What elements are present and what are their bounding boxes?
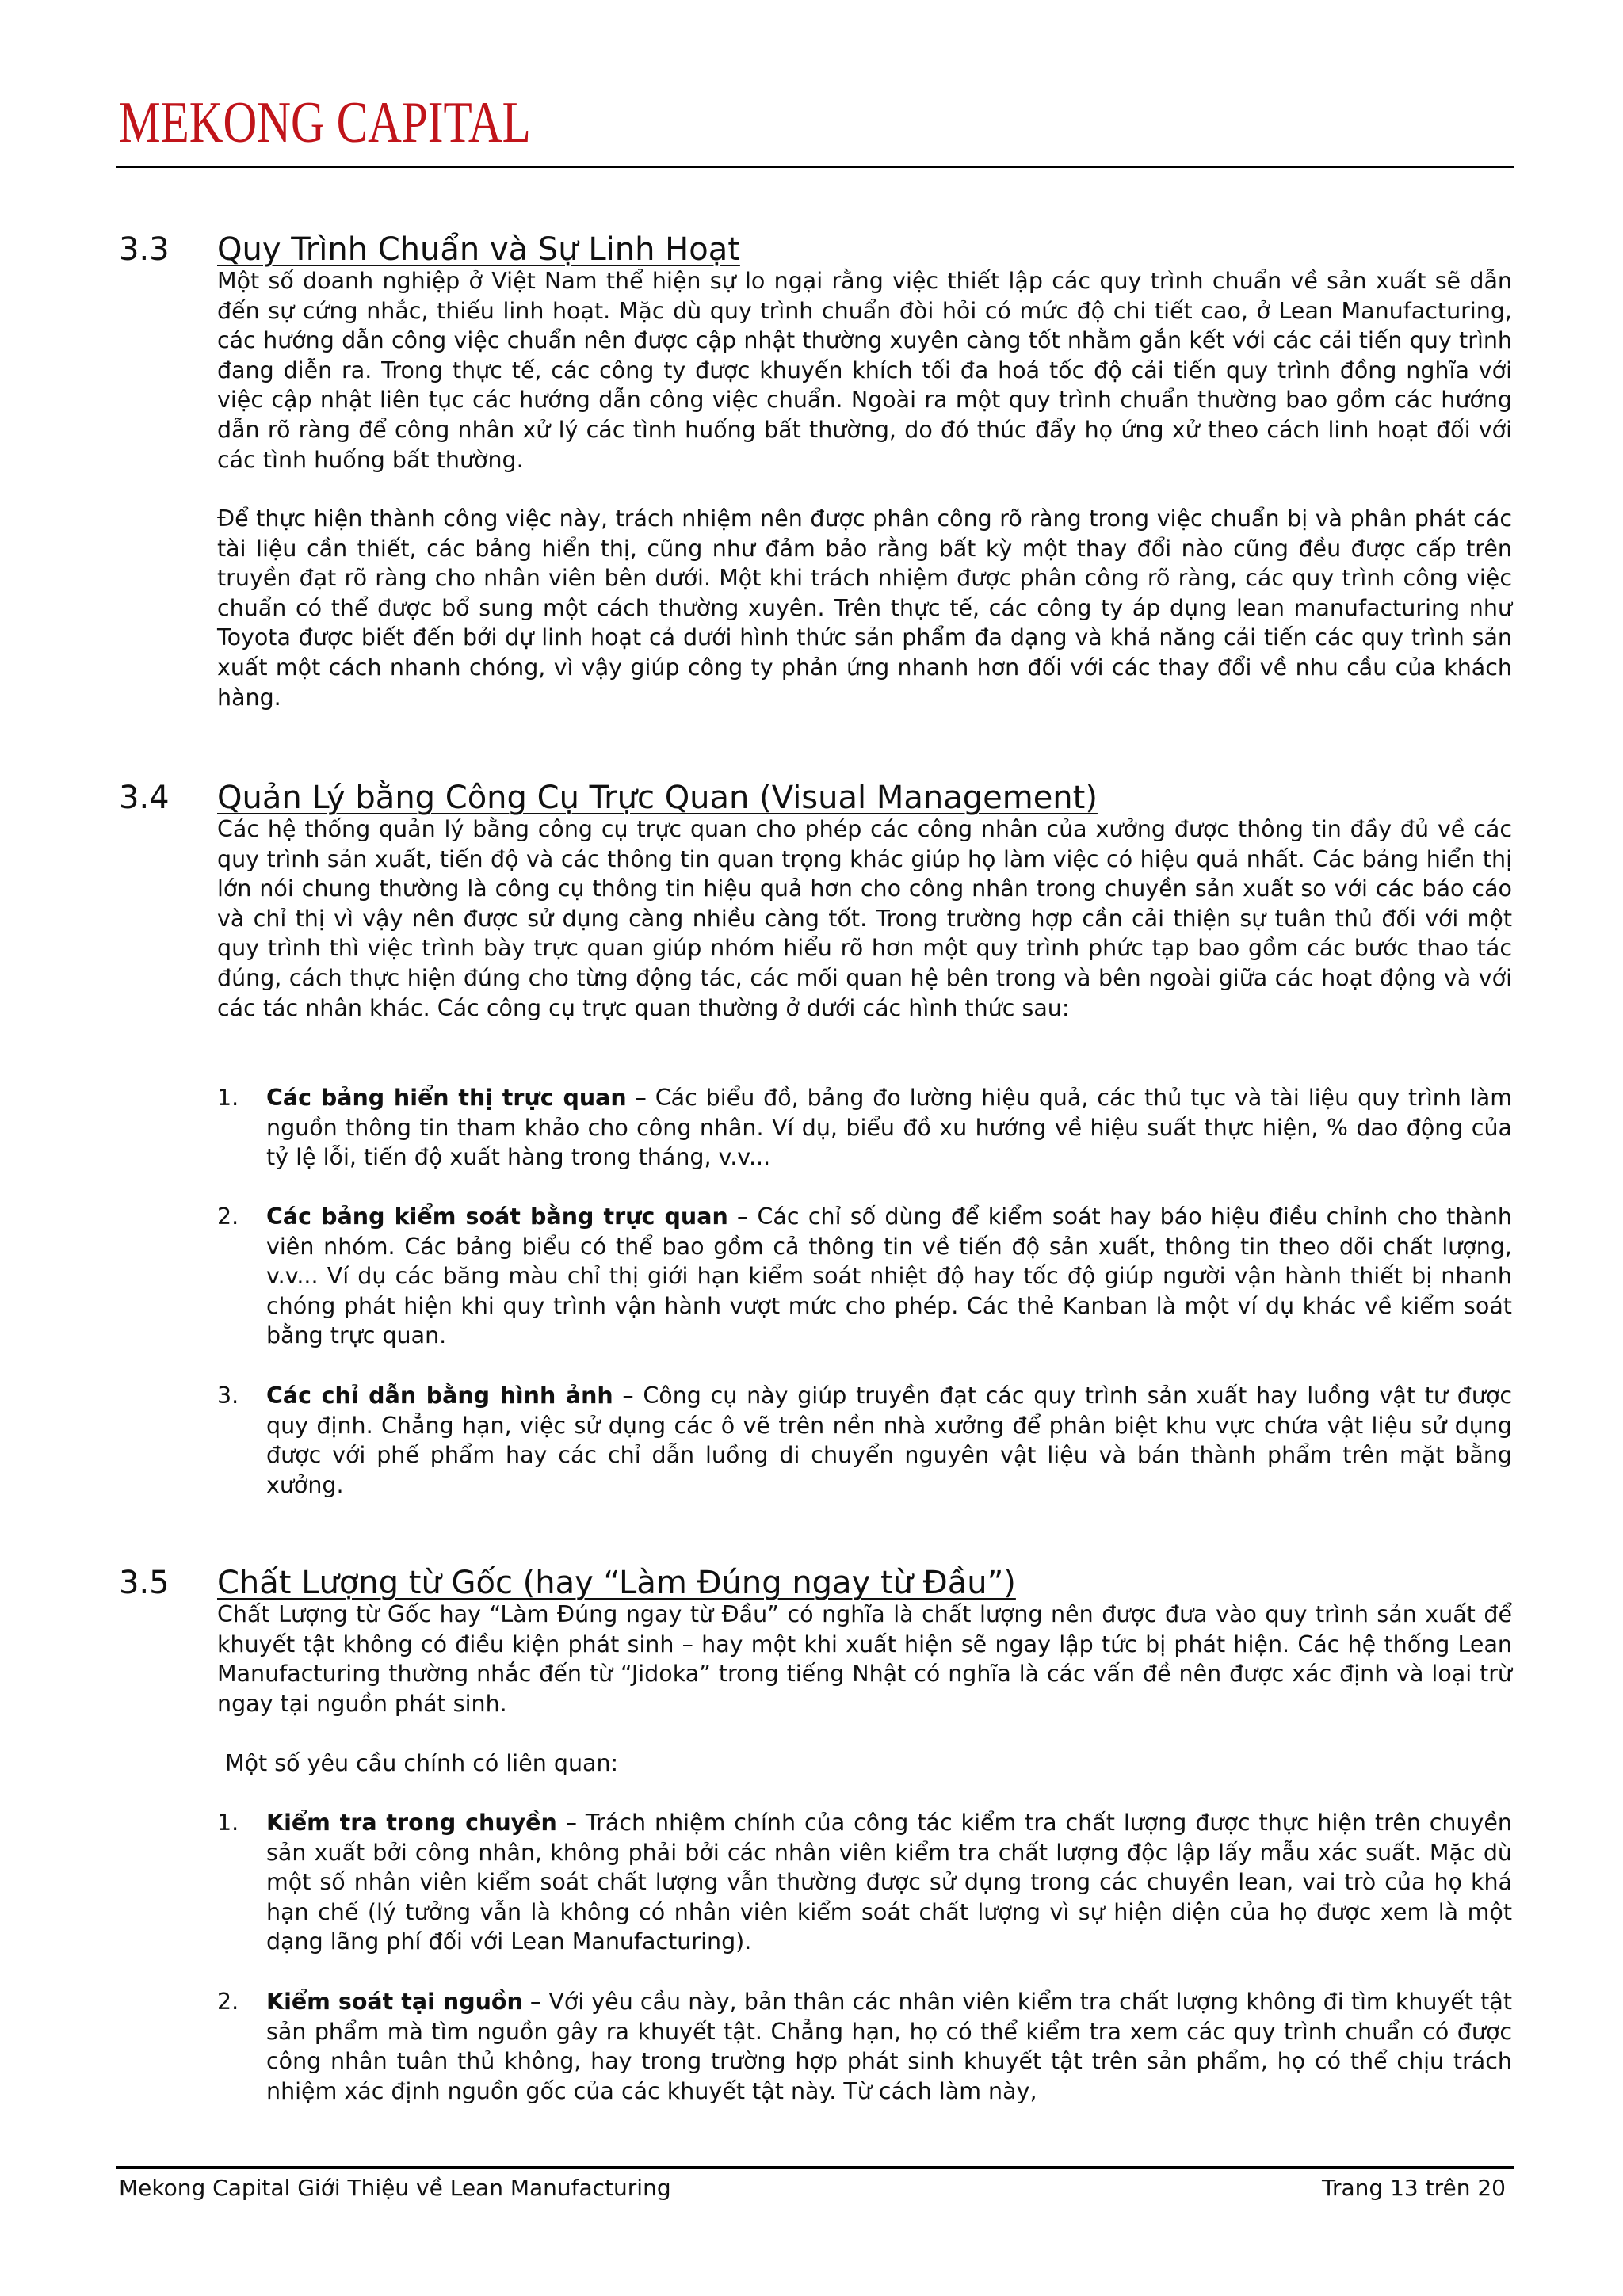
list-item-term: Các bảng kiểm soát bằng trực quan	[266, 1203, 728, 1230]
section-title: Quản Lý bằng Công Cụ Trực Quan (Visual Management)	[217, 780, 1098, 816]
mekong-capital-logo: MEKONG CAPITAL	[119, 90, 531, 155]
section-title: Chất Lượng từ Gốc (hay “Làm Đúng ngay từ Đầu”)	[217, 1565, 1016, 1601]
list-item-number: 1.	[217, 1810, 239, 1836]
section-title: Quy Trình Chuẩn và Sự Linh Hoạt	[217, 231, 740, 268]
list-item-text	[266, 1381, 1512, 1500]
page-number: Trang 13 trên 20	[1322, 2175, 1506, 2201]
list-item-body: – Với yêu cầu này, bản thân các nhân viên kiểm tra chất lượng không đi tìm khuyết tật sản phẩm mà tìm nguồn gây ra khuyết tật. Chẳng hạn, họ có thể kiểm tra xem các quy trình chuẩn có được công nhân tuân thủ không, hay trong trường hợp phát sinh khuyết tật trên sản phẩm, họ có thể chịu trách nhiệm xác định nguồn gốc của các khuyết tật này. Từ cách làm này,	[266, 1989, 1512, 2104]
list-item-term: Kiểm tra trong chuyền	[266, 1810, 557, 1836]
list-item-number: 1.	[217, 1085, 239, 1111]
section-number: 3.3	[119, 231, 170, 268]
list-item-number: 2.	[217, 1989, 239, 2015]
paragraph: Chất Lượng từ Gốc hay “Làm Đúng ngay từ Đầu” có nghĩa là chất lượng nên được đưa vào quy trình sản xuất để khuyết tật không có điều kiện phát sinh – hay một khi xuất hiện sẽ ngay lập tức bị phát hiện. Các hệ thống Lean Manufacturing thường nhắc đến từ “Jidoka” trong tiếng Nhật có nghĩa là các vấn đề nên được xác định và loại trừ ngay tại nguồn phát sinh.	[217, 1601, 1512, 1717]
paragraph: Để thực hiện thành công việc này, trách nhiệm nên được phân công rõ ràng trong việc chuẩn bị và phân phát các tài liệu cần thiết, các bảng hiển thị, cũng như đảm bảo rằng bất kỳ một thay đổi nào cũng đều được cấp trên truyền đạt rõ ràng cho nhân viên bên dưới. Một khi trách nhiệm được phân công rõ ràng, các quy trình công việc chuẩn có thể được bổ sung một cách thường xuyên. Trên thực tế, các công ty áp dụng lean manufacturing như Toyota được biết đến bởi dự linh hoạt cả dưới hình thức sản phẩm đa dạng và khả năng cải tiến các quy trình sản xuất một cách nhanh chóng, vì vậy giúp công ty phản ứng nhanh hơn đối với các thay đổi về nhu cầu của khách hàng.	[217, 505, 1512, 711]
list-item-term: Các bảng hiển thị trực quan	[266, 1085, 627, 1111]
list-item-body: – Công cụ này giúp truyền đạt các quy trình sản xuất hay luồng vật tư được quy định. Chẳng hạn, việc sử dụng các ô vẽ trên nền nhà xưởng để phân biệt khu vực chứa vật liệu sử dụng được với phế phẩm hay các chỉ dẫn luồng di chuyển nguyên vật liệu và bán thành phẩm trên mặt bằng xưởng.	[266, 1383, 1512, 1498]
list-item-text	[266, 1808, 1512, 1957]
list-item-body: – Các biểu đồ, bảng đo lường hiệu quả, các thủ tục và tài liệu quy trình làm nguồn thông tin tham khảo cho công nhân. Ví dụ, biểu đồ xu hướng về hiệu suất thực hiện, % dao động của tỷ lệ lỗi, tiến độ xuất hàng trong tháng, v.v...	[266, 1085, 1512, 1171]
list-item-text	[266, 1083, 1512, 1173]
section-number: 3.5	[119, 1565, 170, 1601]
footer-document-title: Mekong Capital Giới Thiệu về Lean Manufacturing	[119, 2175, 671, 2201]
list-item-body: – Trách nhiệm chính của công tác kiểm tra chất lượng được thực hiện trên chuyền sản xuất bởi công nhân, không phải bởi các nhân viên kiểm tra chất lượng độc lập lấy mẫu xác suất. Mặc dù một số nhân viên kiểm soát chất lượng vẫn thường được sử dụng trong các chuyền lean, vai trò của họ khá hạn chế (lý tưởng vẫn là không có nhân viên kiểm soát chất lượng vì sự hiện diện của họ được xem là một dạng lãng phí đối với Lean Manufacturing).	[266, 1810, 1512, 1955]
footer-divider	[116, 2166, 1514, 2169]
header-divider	[116, 166, 1514, 168]
list-item-number: 3.	[217, 1383, 239, 1409]
paragraph: Các hệ thống quản lý bằng công cụ trực quan cho phép các công nhân của xưởng được thông tin đầy đủ về các quy trình sản xuất, tiến độ và các thông tin quan trọng khác giúp họ làm việc có hiệu quả nhất. Các bảng hiển thị lớn nói chung thường là công cụ thông tin hiệu quả hơn cho công nhân trong chuyền sản xuất so với các báo cáo và chỉ thị vì vậy nên được sử dụng càng nhiều càng tốt. Trong trường hợp cần cải thiện sự tuân thủ đối với một quy trình thì việc trình bày trực quan giúp nhóm hiểu rõ hơn một quy trình phức tạp bao gồm các bước thao tác đúng, cách thực hiện đúng cho từng động tác, các mối quan hệ bên trong và bên ngoài giữa các hoạt động và với các tác nhân khác. Các công cụ trực quan thường ở dưới các hình thức sau:	[217, 816, 1512, 1021]
list-item-text	[266, 1987, 1512, 2106]
list-item-body: – Các chỉ số dùng để kiểm soát hay báo hiệu điều chỉnh cho thành viên nhóm. Các bảng biểu có thể bao gồm cả thông tin về tiến độ sản xuất, thông tin theo dõi chất lượng, v.v... Ví dụ các băng màu chỉ thị giới hạn kiểm soát nhiệt độ hay tốc độ giúp người vận hành thiết bị nhanh chóng phát hiện khi quy trình vận hành vượt mức cho phép. Các thẻ Kanban là một ví dụ khác về kiểm soát bằng trực quan.	[266, 1203, 1512, 1349]
section-number: 3.4	[119, 780, 170, 816]
list-item-term: Các chỉ dẫn bằng hình ảnh	[266, 1383, 613, 1409]
list-item-number: 2.	[217, 1203, 239, 1230]
list-item-text	[266, 1202, 1512, 1351]
paragraph: Một số yêu cầu chính có liên quan:	[225, 1750, 619, 1776]
paragraph: Một số doanh nghiệp ở Việt Nam thể hiện sự lo ngại rằng việc thiết lập các quy trình chuẩn về sản xuất sẽ dẫn đến sự cứng nhắc, thiếu linh hoạt. Mặc dù quy trình chuẩn đòi hỏi có mức độ chi tiết cao, ở Lean Manufacturing, các hướng dẫn công việc chuẩn nên được cập nhật thường xuyên càng tốt nhằm gắn kết với các cải tiến quy trình đang diễn ra. Trong thực tế, các công ty được khuyến khích tối đa hoá tốc độ cải tiến quy trình đồng nghĩa với việc cập nhật liên tục các hướng dẫn công việc chuẩn. Ngoài ra một quy trình chuẩn thường bao gồm các hướng dẫn rõ ràng để công nhân xử lý các tình huống bất thường, do đó thúc đẩy họ ứng xử theo cách linh hoạt đối với các tình huống bất thường.	[217, 268, 1512, 473]
list-item-term: Kiểm soát tại nguồn	[266, 1989, 523, 2015]
